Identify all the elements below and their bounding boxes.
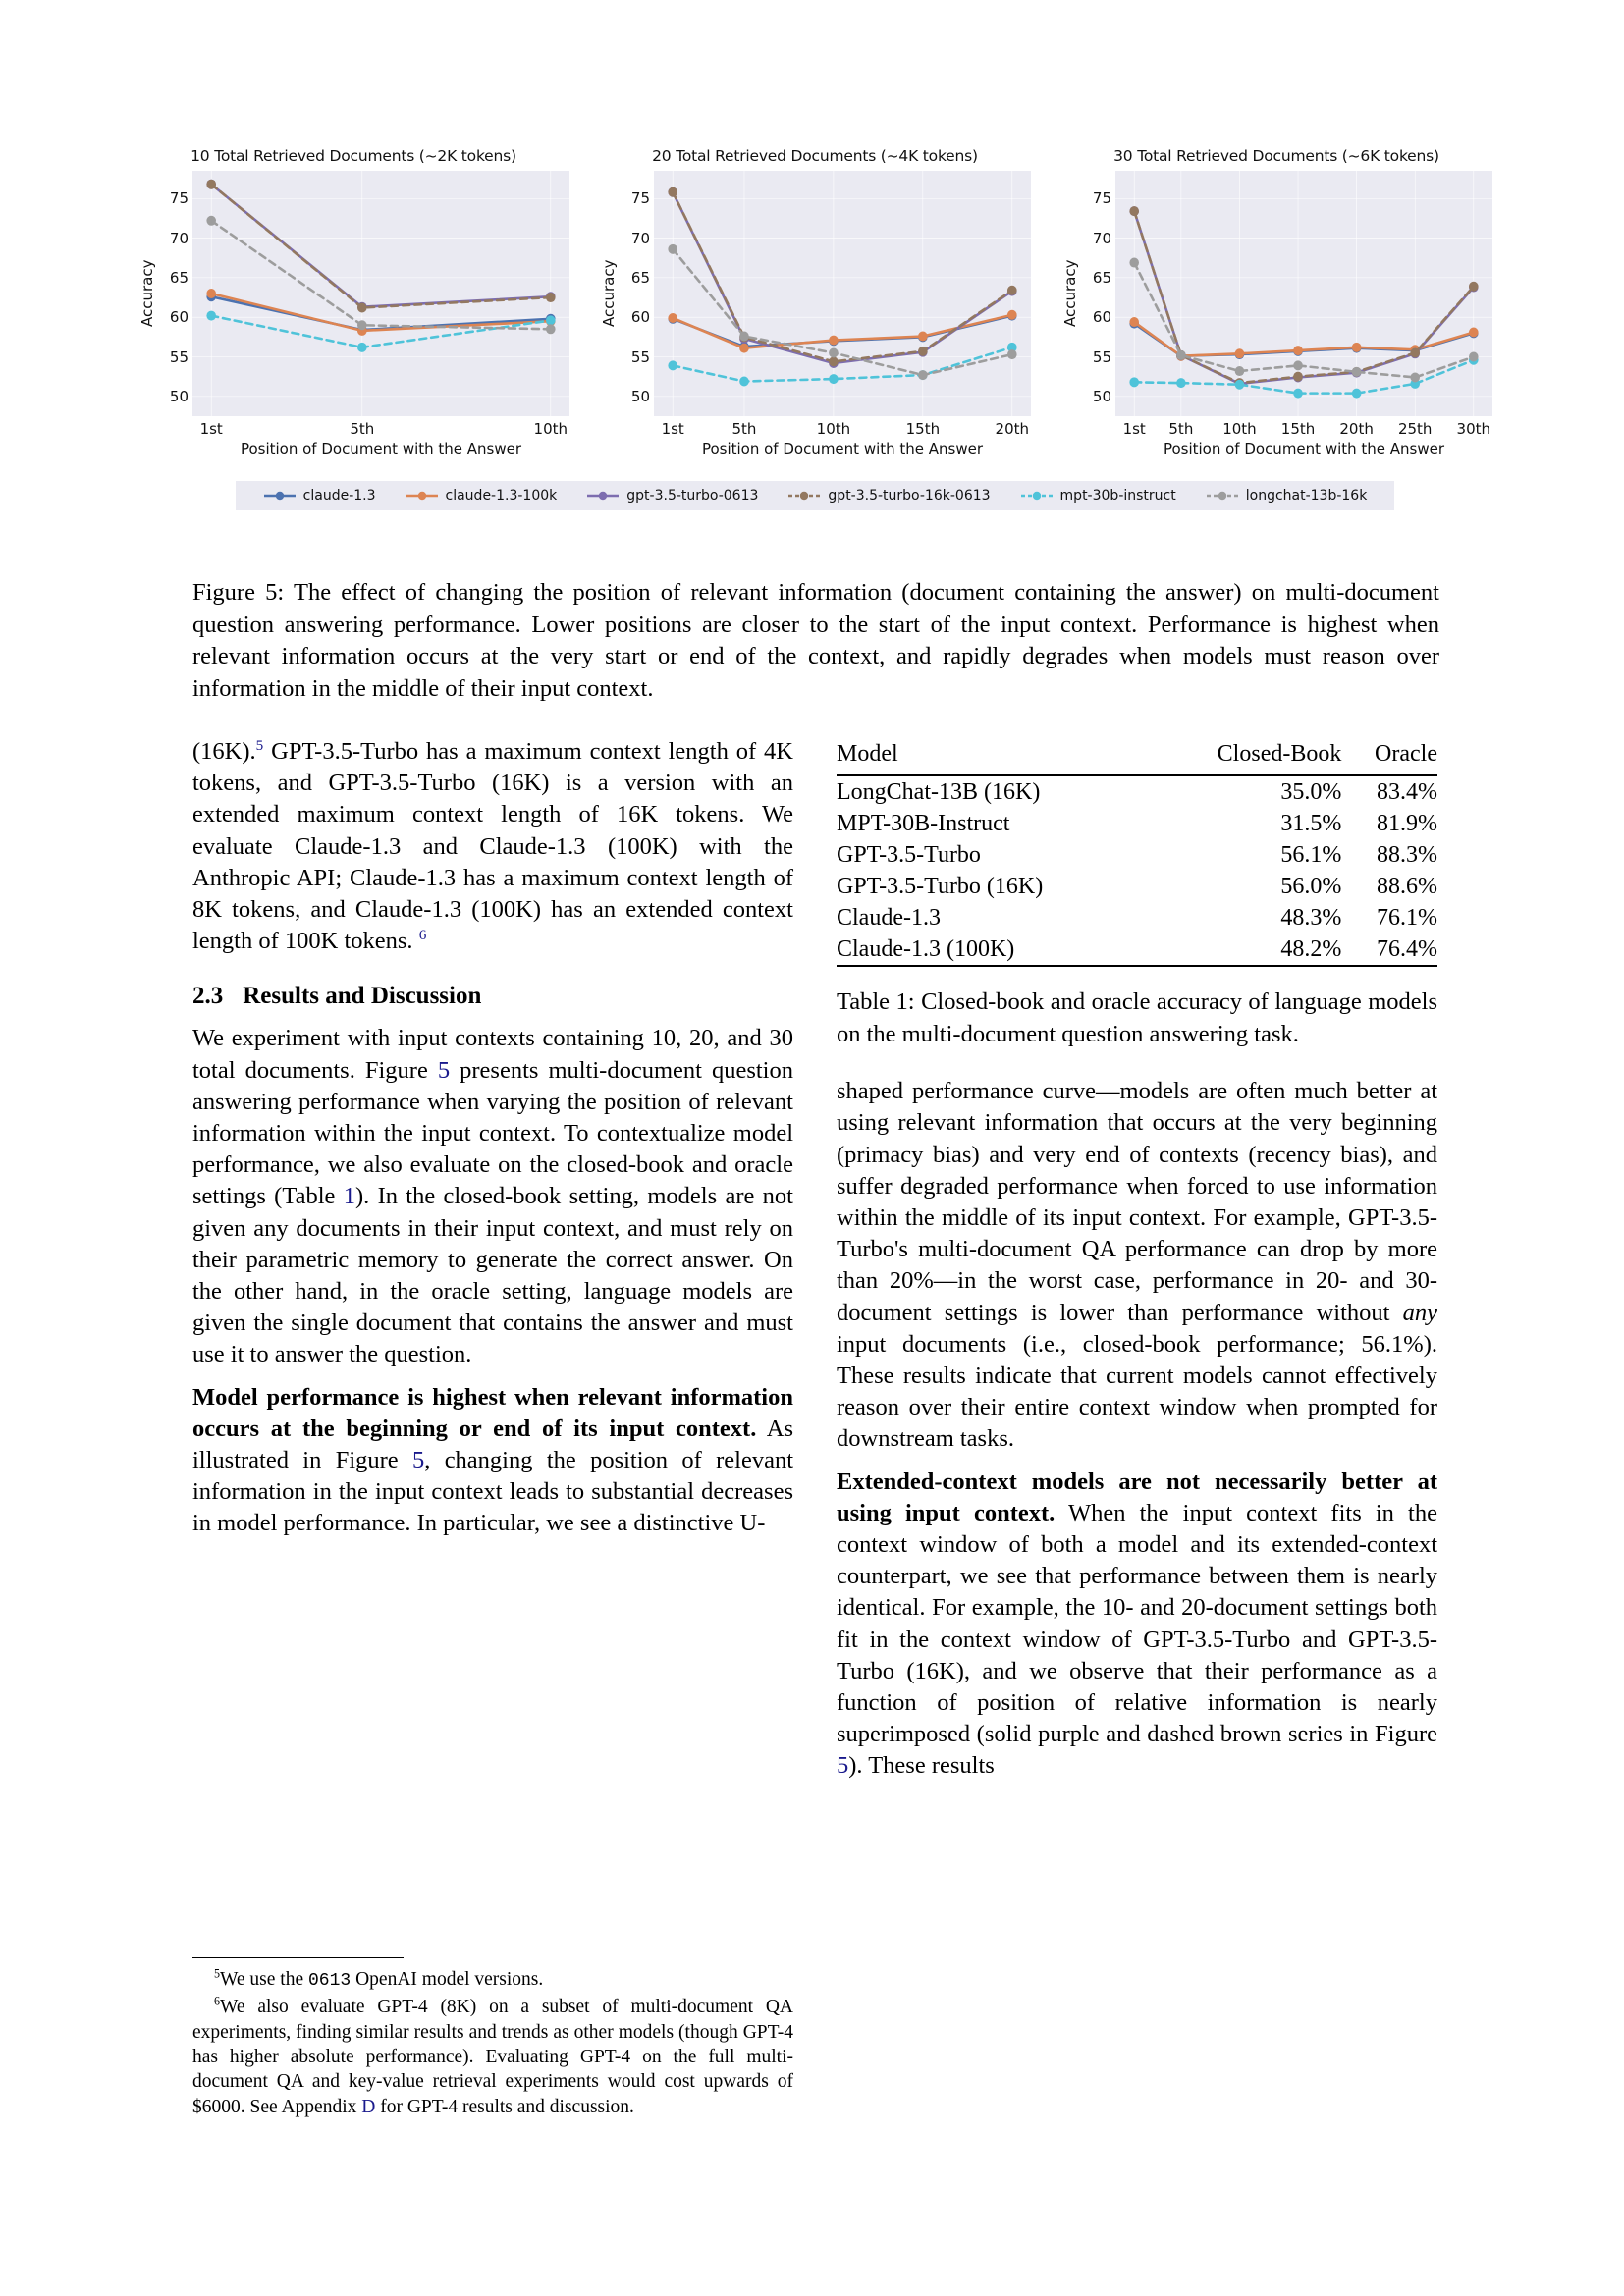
panel-title: 20 Total Retrieved Documents (~4K tokens) [652, 147, 978, 165]
data-point [1352, 343, 1362, 352]
series-line [211, 185, 551, 308]
table-reference[interactable]: 1 [343, 1183, 355, 1210]
paragraph-context-lengths [192, 736, 793, 957]
x-tick-label: 5th [1168, 420, 1194, 438]
y-tick-label: 50 [1092, 387, 1111, 405]
data-point [918, 347, 928, 356]
y-tick-label: 70 [630, 229, 650, 247]
data-point [829, 336, 839, 346]
chart-panel-20-docs [599, 147, 1031, 457]
cell-oracle: 83.4% [1377, 778, 1437, 805]
figure-caption: Figure 5: The effect of changing the position of relevant information (document containing the answer) on multi-document question answering performance. Lower positions are closer to the start of the input context. Performance is highest when relevant information occurs at the very start or end of the context, and rapidly degrades when models must reason over information in the middle of their input context. [192, 579, 1439, 702]
figure-reference[interactable]: 5 [837, 1752, 849, 1780]
y-tick-label: 55 [1092, 347, 1111, 366]
footnotes [192, 1957, 793, 2119]
emphasis-any: any [1402, 1299, 1437, 1326]
cell-model: LongChat-13B (16K) [837, 778, 1041, 805]
x-tick-label: 1st [1122, 420, 1146, 438]
table-header-row [837, 736, 1437, 774]
text-seg: We also evaluate GPT-4 (8K) on a subset of multi-document QA experiments, finding similar results and trends as other models (though GPT-4 has higher absolute performance). Evaluating GPT-4 on the full multi-document QA and key-value retrieval experiments would cost upwards of $6000. See Appendix [192, 1997, 793, 2117]
series-line [673, 249, 1012, 375]
data-point [1293, 389, 1303, 399]
legend-item [406, 488, 558, 504]
data-point [1293, 372, 1303, 382]
text-seg: ). These results [848, 1752, 995, 1780]
data-point [357, 320, 367, 330]
data-point [739, 344, 749, 353]
table-header [837, 736, 1437, 774]
series-line [673, 315, 1012, 348]
series-line [673, 192, 1012, 362]
data-point [1176, 350, 1186, 360]
table-body [837, 776, 1437, 966]
legend-swatch-icon [1020, 489, 1054, 503]
x-tick-label: 20th [1339, 420, 1374, 438]
table-1 [837, 736, 1437, 967]
column-header-oracle: Oracle [1375, 741, 1437, 767]
legend-swatch-icon [787, 489, 821, 503]
text-seg: for GPT-4 results and discussion. [375, 2096, 634, 2117]
x-axis-ticks [192, 416, 569, 436]
series-line [1134, 263, 1474, 378]
right-column [837, 736, 1437, 1783]
x-tick-label: 15th [1280, 420, 1316, 438]
x-axis-ticks [654, 416, 1031, 436]
y-tick-label: 75 [169, 189, 189, 208]
data-point [1469, 328, 1479, 338]
data-point [1129, 258, 1139, 268]
x-tick-label: 1st [199, 420, 223, 438]
data-point [829, 356, 839, 366]
data-point [206, 311, 216, 321]
legend-swatch-icon [406, 489, 439, 503]
cell-model: Claude-1.3 [837, 904, 941, 931]
x-tick-label: 10th [1222, 420, 1257, 438]
data-point [1293, 360, 1303, 370]
data-point [1469, 282, 1479, 292]
y-tick-label: 75 [630, 189, 650, 208]
footnote-5 [192, 1967, 793, 1993]
plot-area [192, 171, 569, 416]
footnote-marker-6[interactable]: 6 [418, 927, 427, 944]
chart-panels [137, 147, 1492, 457]
cell-closed-book: 56.1% [1280, 841, 1342, 868]
x-axis-label: Position of Document with the Answer [240, 440, 522, 457]
section-title: Results and Discussion [243, 983, 482, 1010]
series-line [211, 316, 551, 347]
data-point [1176, 378, 1186, 388]
x-tick-label: 5th [350, 420, 375, 438]
cell-model: MPT-30B-Instruct [837, 810, 1010, 836]
y-tick-label: 70 [169, 229, 189, 247]
text-seg: presents multi-document question answering performance when varying the position of relevant information within the input context. To contextualize model performance, we also evaluate on the closed-book and oracle settings (Table [192, 1056, 793, 1210]
data-point [1235, 348, 1245, 358]
data-point [357, 343, 367, 352]
cell-closed-book: 31.5% [1280, 810, 1342, 836]
y-tick-label: 60 [630, 308, 650, 327]
table-row [837, 902, 1437, 934]
y-tick-label: 65 [169, 268, 189, 287]
data-point [668, 244, 677, 254]
data-point [1235, 380, 1245, 390]
plot-row [137, 171, 569, 416]
legend-item [263, 488, 376, 504]
paragraph-body: GPT-3.5-Turbo has a maximum context length of 4K tokens, and GPT-3.5-Turbo (16K) is a version with an extended maximum context length of 16K tokens. We evaluate Claude-1.3 and Claude-1.3 (100K) with the Anthropic API; Claude-1.3 has a maximum context length of 8K tokens, and Claude-1.3 (100K) has an extended context length of 100K tokens. [192, 738, 793, 955]
footnote-rule [192, 1957, 404, 1958]
y-tick-label: 55 [630, 347, 650, 366]
data-point [546, 324, 556, 334]
y-axis-ticks [157, 171, 192, 416]
x-axis-label: Position of Document with the Answer [1163, 440, 1445, 457]
column-header-model: Model [837, 741, 898, 767]
legend-swatch-icon [586, 489, 620, 503]
data-point [739, 377, 749, 387]
plot-row [1060, 171, 1492, 416]
footnote-number: 6 [214, 1994, 221, 2008]
x-tick-label: 10th [533, 420, 568, 438]
series-line [1134, 322, 1474, 356]
table-row [837, 776, 1437, 809]
y-tick-label: 55 [169, 347, 189, 366]
panel-title: 10 Total Retrieved Documents (~2K tokens) [190, 147, 516, 165]
plot-row [599, 171, 1031, 416]
data-point [829, 347, 839, 357]
data-point [1007, 349, 1017, 359]
data-point [1007, 286, 1017, 295]
series-line [211, 185, 551, 307]
text-seg: As illustrated in Figure [192, 1415, 793, 1474]
left-column [192, 736, 793, 1540]
column-header-closed-book: Closed-Book [1217, 741, 1342, 767]
y-axis-label: Accuracy [600, 259, 618, 328]
y-tick-label: 65 [630, 268, 650, 287]
data-point [1352, 389, 1362, 399]
legend-label: gpt-3.5-turbo-0613 [626, 488, 759, 504]
data-point [1129, 317, 1139, 327]
cell-closed-book: 48.2% [1280, 935, 1342, 962]
chart-panel-30-docs [1060, 147, 1492, 457]
cell-model: GPT-3.5-Turbo [837, 841, 981, 868]
legend-label: claude-1.3-100k [445, 488, 558, 504]
paragraph-lead-bold: Extended-context models are not necessarily better at using input context. [837, 1468, 1437, 1526]
footnote-number: 5 [214, 1966, 221, 1981]
footnote-marker-5[interactable]: 5 [255, 736, 264, 754]
series-line [673, 316, 1012, 347]
table-row [837, 839, 1437, 871]
section-number: 2.3 [192, 983, 224, 1010]
cell-closed-book: 48.3% [1280, 904, 1342, 931]
chart-panel-10-docs [137, 147, 569, 457]
paragraph-u-shaped [837, 1076, 1437, 1455]
data-point [918, 370, 928, 380]
data-point [668, 360, 677, 370]
legend-label: gpt-3.5-turbo-16k-0613 [828, 488, 991, 504]
figure-5 [137, 147, 1492, 510]
chart-legend [236, 481, 1394, 510]
text-seg: , changing the position of relevant information in the input context leads to substantial decreases in model performance. In particular, we see a distinctive U- [192, 1447, 793, 1537]
data-point [206, 180, 216, 189]
legend-label: mpt-30b-instruct [1059, 488, 1176, 504]
data-point [918, 332, 928, 342]
x-tick-label: 15th [905, 420, 941, 438]
y-tick-label: 60 [169, 308, 189, 327]
x-tick-label: 1st [661, 420, 684, 438]
table-bottom-rule [837, 965, 1437, 966]
data-point [1129, 377, 1139, 387]
cell-closed-book: 35.0% [1280, 778, 1342, 805]
panel-title: 30 Total Retrieved Documents (~6K tokens) [1113, 147, 1439, 165]
table-row [837, 808, 1437, 839]
paragraph-lead-bold: Model performance is highest when relevant information occurs at the beginning or end of its input context. [192, 1383, 793, 1442]
legend-label: claude-1.3 [302, 488, 376, 504]
cell-oracle: 88.3% [1377, 841, 1437, 868]
cell-model: GPT-3.5-Turbo (16K) [837, 873, 1044, 899]
y-tick-label: 70 [1092, 229, 1111, 247]
text-seg: When the input context fits in the context window of both a model and its extended-context counterpart, we see that performance between them is nearly identical. For example, the 10- and 20-document settings both fit in the context window of GPT-3.5-Turbo and GPT-3.5-Turbo (16K), and we observe that their performance as a function of position of relative information is nearly superimposed (solid purple and dashed brown series in Figure [837, 1499, 1437, 1748]
text-seg: shaped performance curve—models are often much better at using relevant information that occurs at the very beginning (primacy bias) and very end of contexts (recency bias), and suffer degraded performance when forced to use information within the middle of its input context. For example, GPT-3.5-Turbo's multi-document QA performance can drop by more than 20%—in the worst case, performance in 20- and 30-document settings is lower than performance without [837, 1078, 1437, 1326]
legend-swatch-icon [263, 489, 297, 503]
y-axis-label: Accuracy [1061, 259, 1079, 328]
paragraph-experiments [192, 1023, 793, 1370]
data-point [668, 313, 677, 323]
data-point [206, 216, 216, 226]
cell-model: Claude-1.3 (100K) [837, 935, 1015, 962]
data-point [1129, 206, 1139, 216]
table-row [837, 934, 1437, 965]
x-tick-label: 30th [1456, 420, 1491, 438]
text-seg: input documents (i.e., closed-book performance; 56.1%). These results indicate that current models cannot effectively reason over their entire context window when prompted for downstream tasks. [837, 1330, 1437, 1453]
data-point [1007, 310, 1017, 320]
text-seg: We use the [220, 1968, 308, 1990]
y-axis-ticks [619, 171, 654, 416]
appendix-reference[interactable]: D [361, 2096, 376, 2117]
figure-reference[interactable]: 5 [411, 1447, 425, 1474]
paragraph-extended-context [837, 1467, 1437, 1783]
data-point [739, 332, 749, 342]
series-line [673, 347, 1012, 382]
y-tick-label: 50 [630, 387, 650, 405]
legend-item [586, 488, 758, 504]
cell-oracle: 88.6% [1377, 873, 1437, 899]
data-point [1410, 347, 1420, 357]
text-seg: OpenAI model versions. [351, 1968, 544, 1990]
cell-oracle: 76.4% [1377, 935, 1437, 962]
text-seg: We experiment with input contexts containing 10, 20, and 30 total documents. Figure [192, 1025, 793, 1084]
y-axis-label: Accuracy [138, 259, 156, 328]
data-point [546, 315, 556, 325]
legend-label: longchat-13b-16k [1245, 488, 1368, 504]
data-point [1469, 352, 1479, 362]
data-point [829, 374, 839, 384]
model-version-code: 0613 [308, 1970, 352, 1991]
x-tick-label: 25th [1397, 420, 1433, 438]
text-seg: ). In the closed-book setting, models are not given any documents in their input context, and must rely on their parametric memory to generate the correct answer. On the other hand, in the oracle setting, language models are given the single document that contains the answer and must use it to answer the question. [192, 1183, 793, 1368]
series-line [211, 221, 551, 329]
cell-oracle: 76.1% [1377, 904, 1437, 931]
paragraph-model-performance [192, 1382, 793, 1540]
figure-reference[interactable]: 5 [437, 1056, 451, 1084]
data-point [1410, 372, 1420, 382]
x-axis-ticks [1115, 416, 1492, 436]
y-axis-ticks [1080, 171, 1115, 416]
y-tick-label: 50 [169, 387, 189, 405]
plot-area [654, 171, 1031, 416]
y-tick-label: 60 [1092, 308, 1111, 327]
x-axis-label: Position of Document with the Answer [701, 440, 984, 457]
data-point [668, 187, 677, 197]
legend-swatch-icon [1206, 489, 1239, 503]
cell-closed-book: 56.0% [1280, 873, 1342, 899]
x-tick-label: 10th [816, 420, 851, 438]
x-tick-label: 20th [995, 420, 1030, 438]
y-tick-label: 65 [1092, 268, 1111, 287]
x-tick-label: 5th [731, 420, 757, 438]
data-point [1235, 366, 1245, 376]
table-row [837, 871, 1437, 902]
plot-area [1115, 171, 1492, 416]
data-point [357, 303, 367, 313]
text-16k: (16K). [192, 738, 256, 765]
legend-item [1020, 488, 1176, 504]
data-point [206, 289, 216, 298]
footnote-6 [192, 1995, 793, 2119]
y-tick-label: 75 [1092, 189, 1111, 208]
section-heading-2-3 [192, 983, 793, 1010]
table-caption: Table 1: Closed-book and oracle accuracy of language models on the multi-document question answering task. [837, 988, 1437, 1047]
data-point [546, 293, 556, 302]
cell-oracle: 81.9% [1377, 810, 1437, 836]
data-point [1293, 346, 1303, 355]
data-point [1352, 367, 1362, 377]
legend-item [1206, 488, 1368, 504]
legend-item [787, 488, 990, 504]
